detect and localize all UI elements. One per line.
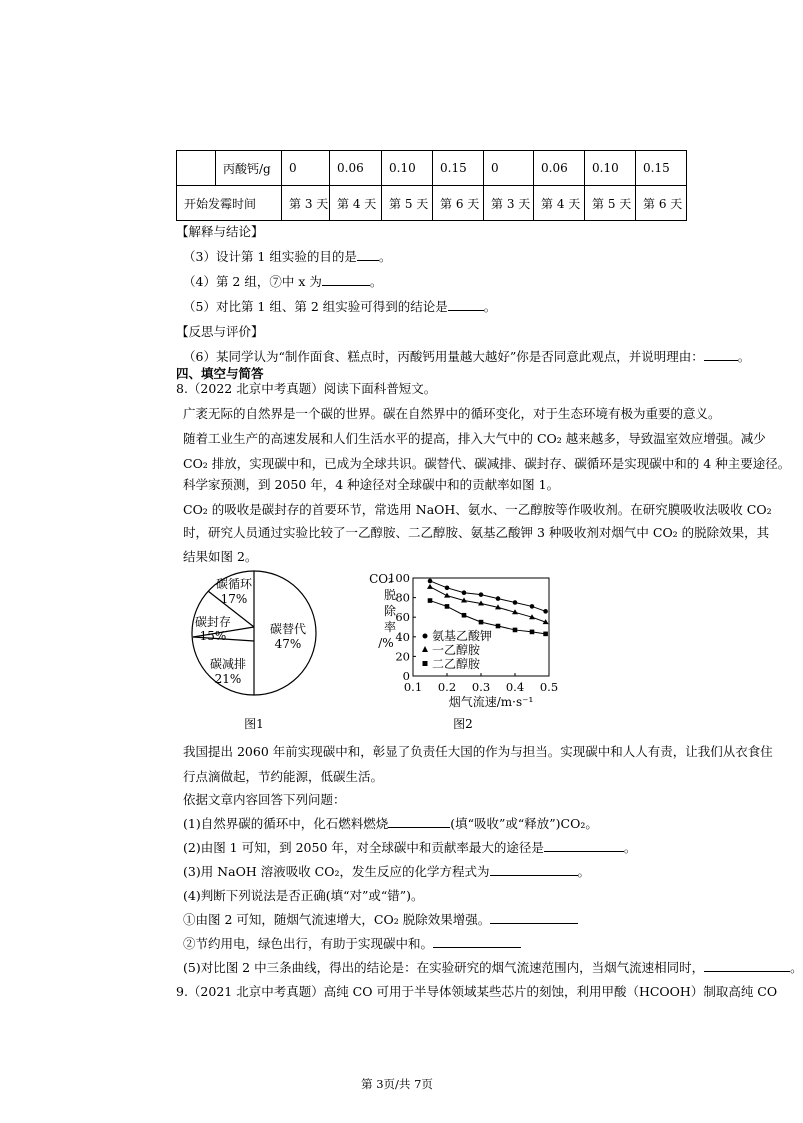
paragraph: 依据文章内容回答下列问题： (183, 792, 346, 807)
x-axis-label: 烟气流速/m·s⁻¹ (448, 695, 534, 709)
paragraph: CO₂ 的吸收是碳封存的首要环节，常选用 NaOH、氨水、一乙醇胺等作吸收剂。在研究膜吸收法吸收 CO₂ (183, 502, 772, 517)
data-point (513, 600, 518, 605)
table-cell: 0.06 (534, 151, 585, 186)
data-point (445, 604, 450, 609)
paragraph: 科学家预测，到 2050 年，4 种途径对全球碳中和的贡献率如图 1。 (183, 477, 560, 492)
data-point (428, 598, 433, 603)
paragraph: 广袤无际的自然界是一个碳的世界。碳在自然界中的循环变化，对于生态环境有极为重要的意义。 (183, 406, 721, 421)
question-5: （5）对比第 1 组、第 2 组实验可得到的结论是 。 (183, 299, 497, 314)
legend-label: 二乙醇胺 (432, 657, 481, 671)
data-point (444, 593, 450, 598)
section-heading: 四、填空与简答 (176, 366, 264, 381)
y-axis-label: /% (378, 636, 394, 650)
experiment-table (176, 150, 687, 221)
paragraph: 我国提出 2060 年前实现碳中和，彰显了负责任大国的作为与担当。实现碳中和人人有责，让我们从衣食住 (183, 744, 773, 759)
answer-4-2: ②节约用电，绿色出行，有助于实现碳中和。 (183, 934, 521, 952)
pie-caption: 图1 (244, 717, 264, 731)
y-tick-label: 40 (395, 629, 410, 644)
data-point (462, 613, 467, 618)
table-cell: 第 5 天 (585, 186, 636, 221)
data-point (479, 620, 484, 625)
y-tick-label: 20 (395, 649, 410, 664)
pie-chart (176, 568, 336, 738)
question-8-title: 8.（2022 北京中考真题）阅读下面科普短文。 (176, 381, 437, 396)
table-cell: 0.15 (433, 151, 484, 186)
table-cell: 第 3 天 (282, 186, 330, 221)
pie-slice-label: 碳封存 (194, 615, 232, 629)
table-cell: 第 4 天 (534, 186, 585, 221)
answer-5: (5)对比图 2 中三条曲线，得出的结论是：在实验研究的烟气流速范围内，当烟气流速相同时， 。 (183, 960, 803, 975)
table-cell: 第 6 天 (636, 186, 687, 221)
pie-slice-label: 碳循环 (215, 577, 253, 591)
table-cell: 0.06 (330, 151, 382, 186)
data-point (496, 596, 501, 601)
pie-slice-percent: 17% (220, 592, 248, 606)
paragraph: 行点滴做起，节约能源，低碳生活。 (183, 769, 384, 784)
table-cell: 0 (484, 151, 534, 186)
question-6: （6）某同学认为“制作面食、糕点时，丙酸钙用量越大越好”你是否同意此观点，并说明理由： 。 (183, 349, 751, 364)
legend-marker (423, 661, 428, 666)
data-point (496, 624, 501, 629)
question-4: （4）第 2 组，⑦中 x 为 。 (183, 274, 383, 289)
data-point (479, 592, 484, 597)
pie-slice-percent: 47% (274, 637, 302, 651)
y-axis-label: 率 (383, 620, 397, 634)
x-tick-label: 0.3 (471, 680, 491, 694)
y-tick-label: 100 (388, 571, 410, 585)
question-9: 9.（2021 北京中考真题）高纯 CO 可用于半导体领域某些芯片的刻蚀，利用甲酸（HCOOH）制取高纯 CO (176, 984, 778, 999)
table-cell: 第 4 天 (330, 186, 382, 221)
table-cell: 第 3 天 (484, 186, 534, 221)
y-axis-label: 脱 (383, 588, 397, 602)
x-tick-label: 0.2 (437, 680, 457, 694)
table-cell: 丙酸钙/g (216, 151, 282, 186)
answer-4: (4)判断下列说法是否正确(填“对”或“错”)。 (183, 888, 424, 903)
x-tick-label: 0.1 (403, 680, 423, 694)
page-footer: 第 3页/共 7页 (361, 1077, 433, 1091)
table-cell: 0.10 (585, 151, 636, 186)
pie-slice-label: 碳减排 (209, 657, 247, 671)
y-axis-label: 除 (383, 604, 397, 618)
y-tick-label: 80 (395, 590, 410, 605)
section-heading: 【反思与评价】 (176, 324, 264, 339)
answer-2: (2)由图 1 可知，到 2050 年，对全球碳中和贡献率最大的途径是 。 (183, 840, 637, 855)
answer-4-1: ①由图 2 可知，随烟气流速增大，CO₂ 脱除效果增强。 (183, 910, 578, 928)
data-point (543, 632, 548, 637)
pie-slice-percent: 15% (199, 629, 227, 643)
y-tick-label: 60 (395, 610, 410, 625)
data-point (428, 579, 433, 584)
answer-3: (3)用 NaOH 溶液吸收 CO₂，发生反应的化学方程式为 。 (183, 864, 591, 879)
paragraph: 随着工业生产的高速发展和人们生活水平的提高，排入大气中的 CO₂ 越来越多，导致温室效应增强。减少 (183, 431, 766, 446)
x-tick-label: 0.4 (505, 680, 525, 694)
paragraph: 时，研究人员通过实验比较了一乙醇胺、二乙醇胺、氨基乙酸钾 3 种吸收剂对烟气中 CO₂ 的脱除效果，其 (183, 525, 770, 540)
data-point (427, 584, 433, 589)
table-cell: 0 (282, 151, 330, 186)
table-row (177, 186, 687, 221)
table-cell: 0.15 (636, 151, 687, 186)
table-cell: 开始发霉时间 (177, 186, 282, 221)
data-point (462, 590, 467, 595)
table-row (177, 151, 687, 186)
data-point (445, 586, 450, 591)
pie-slice-percent: 21% (214, 672, 242, 686)
paragraph: CO₂ 排放，实现碳中和，已成为全球共识。碳替代、碳减排、碳封存、碳循环是实现碳中和的 4 种主要途径。 (183, 456, 791, 471)
data-point (543, 609, 548, 614)
table-cell: 第 5 天 (382, 186, 433, 221)
legend-label: 氨基乙酸钾 (432, 629, 493, 643)
x-tick-label: 0.5 (539, 680, 559, 694)
section-heading: 【解释与结论】 (176, 224, 264, 239)
answer-1: (1)自然界碳的循环中，化石燃料燃烧 (填“吸收”或“释放”)CO₂。 (183, 816, 598, 831)
legend-label: 一乙醇胺 (432, 643, 481, 657)
table-cell: 0.10 (382, 151, 433, 186)
data-point (530, 630, 535, 635)
chart-caption: 图2 (453, 717, 473, 731)
pie-slice-label: 碳替代 (269, 622, 307, 636)
data-point (530, 604, 535, 609)
table-cell: 第 6 天 (433, 186, 484, 221)
line-chart (363, 568, 563, 738)
table-cell (177, 151, 216, 186)
legend-marker (422, 646, 428, 652)
y-axis-label: CO₂ (369, 572, 393, 586)
paragraph: 结果如图 2。 (183, 549, 258, 564)
question-3: （3）设计第 1 组实验的目的是 。 (183, 249, 392, 264)
data-point (513, 628, 518, 633)
legend-marker (423, 634, 428, 639)
y-tick-label: 0 (402, 669, 410, 683)
